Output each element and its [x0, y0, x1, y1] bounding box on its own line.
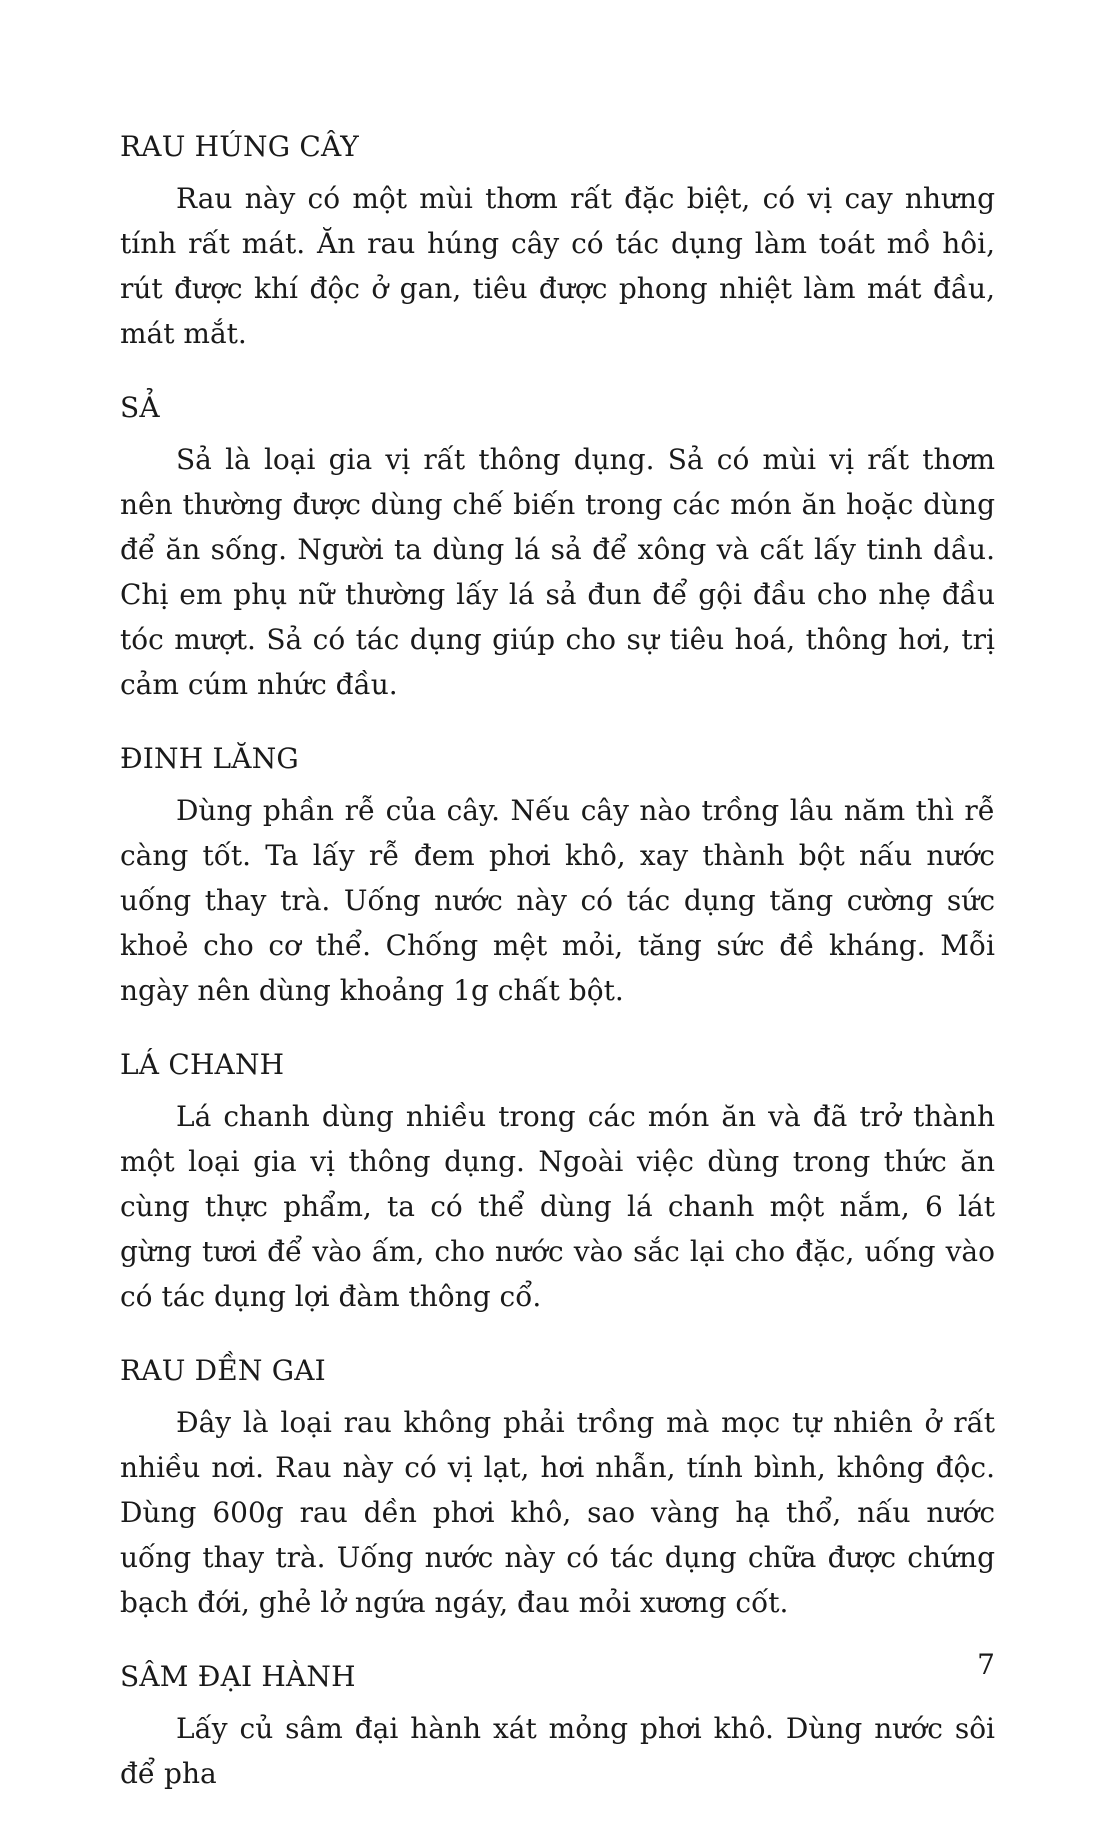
- section-paragraph: Đây là loại rau không phải trồng mà mọc tự nhiên ở rất nhiều nơi. Rau này có vị lạt, hơi nhẫn, tính bình, không độc. Dùng 600g rau dền phơi khô, sao vàng hạ thổ, nấu nước uống thay trà. Uống nước này có tác dụng chữa được chứng bạch đới, ghẻ lở ngứa ngáy, đau mỏi xương cốt.: [120, 1406, 995, 1619]
- section-paragraph: Rau này có một mùi thơm rất đặc biệt, có vị cay nhưng tính rất mát. Ăn rau húng cây có tác dụng làm toát mồ hôi, rút được khí độc ở gan, tiêu được phong nhiệt làm mát đầu, mát mắt.: [120, 182, 995, 350]
- section-rau-hung-cay: [120, 128, 995, 356]
- section-heading: ĐINH LĂNG: [120, 742, 299, 775]
- section-paragraph: Lấy củ sâm đại hành xát mỏng phơi khô. Dùng nước sôi để pha: [120, 1712, 995, 1790]
- page-content: [120, 128, 995, 1829]
- section-rau-den-gai: [120, 1352, 995, 1625]
- section-heading: SẢ: [120, 391, 160, 424]
- section-la-chanh: [120, 1046, 995, 1319]
- page-number: 7: [977, 1648, 995, 1681]
- section-heading: RAU HÚNG CÂY: [120, 130, 359, 163]
- section-heading: RAU DỀN GAI: [120, 1354, 326, 1387]
- section-paragraph: Lá chanh dùng nhiều trong các món ăn và đã trở thành một loại gia vị thông dụng. Ngoài việc dùng trong thức ăn cùng thực phẩm, ta có thể dùng lá chanh một nắm, 6 lát gừng tươi để vào ấm, cho nước vào sắc lại cho đặc, uống vào có tác dụng lợi đàm thông cổ.: [120, 1100, 995, 1313]
- section-dinh-lang: [120, 740, 995, 1013]
- section-sam-dai-hanh: [120, 1658, 995, 1796]
- section-paragraph: Dùng phần rễ của cây. Nếu cây nào trồng lâu năm thì rễ càng tốt. Ta lấy rễ đem phơi khô, xay thành bột nấu nước uống thay trà. Uống nước này có tác dụng tăng cường sức khoẻ cho cơ thể. Chống mệt mỏi, tăng sức đề kháng. Mỗi ngày nên dùng khoảng 1g chất bột.: [120, 794, 995, 1007]
- section-paragraph: Sả là loại gia vị rất thông dụng. Sả có mùi vị rất thơm nên thường được dùng chế biến trong các món ăn hoặc dùng để ăn sống. Người ta dùng lá sả để xông và cất lấy tinh dầu. Chị em phụ nữ thường lấy lá sả đun để gội đầu cho nhẹ đầu tóc mượt. Sả có tác dụng giúp cho sự tiêu hoá, thông hơi, trị cảm cúm nhức đầu.: [120, 443, 995, 701]
- section-sa: [120, 389, 995, 707]
- section-heading: SÂM ĐẠI HÀNH: [120, 1660, 356, 1693]
- section-heading: LÁ CHANH: [120, 1048, 285, 1081]
